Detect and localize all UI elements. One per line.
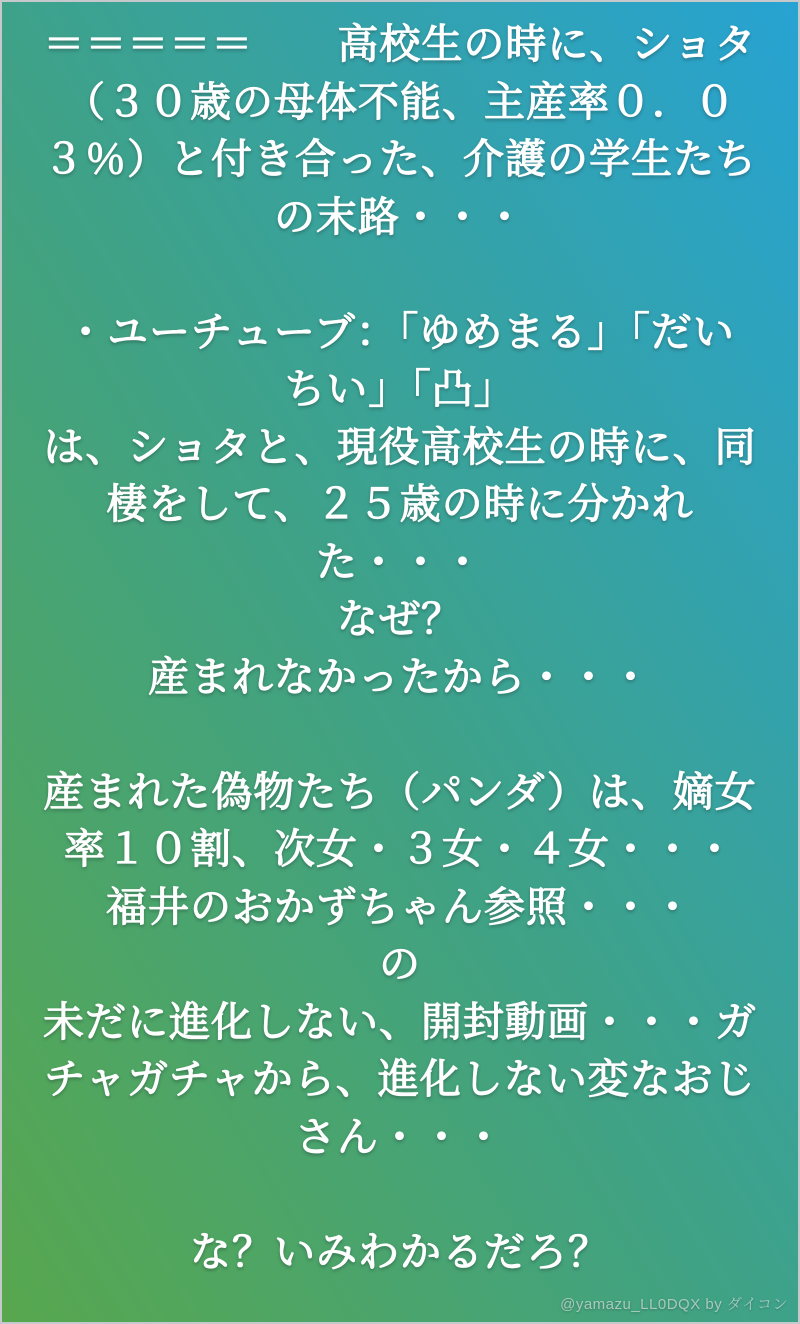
text-line: な？いみわかるだろ？ (190, 1228, 610, 1275)
text-line: の (379, 941, 421, 987)
text-line: 産まれた偽物たち（パンダ）は、嫡女 (43, 768, 757, 815)
text-line: の末路・・・ (274, 193, 526, 240)
text-line: は、ショタと、現役高校生の時に、同 (43, 423, 757, 470)
text-line: ＝＝＝＝＝ 高校生の時に、ショタ (43, 21, 757, 67)
text-line: 率１０割、次女・３女・４女・・・ (64, 826, 736, 872)
text-line: 未だに進化しない、開封動画・・・ガ (43, 998, 757, 1045)
watermark-credit: @yamazu_LL0DQX by ダイコン (560, 1296, 788, 1313)
post-text-block (2, 2, 798, 1281)
text-line: ・ユーチューブ：「ゆめまる」「だい (65, 308, 735, 355)
text-line: なぜ？ (337, 596, 463, 642)
blank-line (2, 1166, 798, 1224)
text-line: 福井のおかずちゃん参照・・・ (106, 883, 694, 930)
text-line: ３％）と付き合った、介護の学生たち (43, 136, 757, 182)
text-line: チャガチャから、進化しない変なおじ (44, 1056, 756, 1102)
text-line: 産まれなかったから・・・ (148, 653, 652, 700)
text-line: （３０歳の母体不能、主産率０．０ (64, 78, 736, 125)
blank-line (2, 246, 798, 304)
text-line: ちい」「凸」 (284, 366, 516, 412)
text-line: た・・・ (316, 538, 484, 585)
text-line: 棲をして、２５歳の時に分かれ (106, 481, 694, 527)
blank-line (2, 706, 798, 764)
text-line: さん・・・ (295, 1113, 505, 1160)
